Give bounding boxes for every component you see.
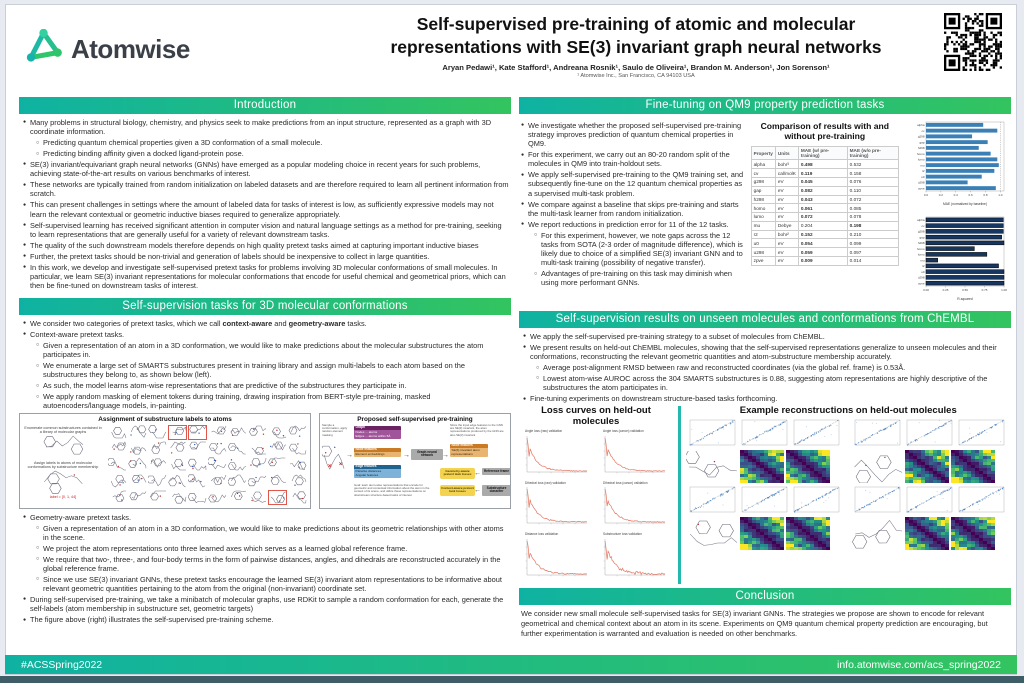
grid-molecule — [128, 457, 147, 472]
molecule-sketch — [148, 490, 167, 504]
svg-text:u0: u0 — [921, 269, 925, 274]
bullet-item: ○ Given a representation of an atom in a 3D conformation, we would like to make predictions about the molecular substructures the atom participates in. — [36, 341, 484, 360]
molecule-sketch — [168, 441, 187, 455]
molecule-sketch — [268, 490, 287, 504]
svg-text:R-squared: R-squared — [957, 297, 973, 301]
distance-matrix-heatmap — [905, 450, 949, 483]
svg-text:MAE (normalized by baseline): MAE (normalized by baseline) — [943, 202, 987, 206]
table-row: cv cal/molK 0.119 0.158 — [751, 169, 898, 178]
molecule-sketch — [148, 425, 167, 439]
svg-text:zpve: zpve — [918, 186, 925, 191]
svg-text:0.00: 0.00 — [923, 288, 929, 292]
caption-masking: Sample a conformation, apply random element masking — [322, 422, 348, 437]
molecule-sketch — [268, 441, 287, 455]
reconstructions-title: Example reconstructions on held-out molecules — [739, 405, 957, 417]
molecule-sketch — [288, 425, 307, 439]
bullet-item: ● Geometry-aware pretext tasks. — [23, 512, 132, 522]
molecule-sketch — [686, 451, 738, 483]
molecule-sketch — [268, 425, 287, 439]
bar-chart — [905, 214, 1011, 302]
distance-matrix-heatmap — [740, 450, 784, 483]
distance-matrix-heatmap — [951, 517, 995, 550]
grid-molecule — [148, 441, 167, 456]
grid-molecule — [188, 425, 207, 440]
bullet-item: ○ Since we use SE(3) invariant GNNs, these pretext tasks encourage the learned SE(3) invariant atom representations to be informative about relevant geometric quantities pertaining to the atom from the original (non-invariant) coordinate set. — [36, 574, 502, 594]
svg-text:u298: u298 — [917, 180, 925, 185]
molecule-sketch — [188, 457, 207, 471]
section-header-qm9: Fine-tuning on QM9 property prediction tasks — [519, 97, 1011, 114]
molecule-sketch — [22, 470, 104, 495]
svg-text:0.25: 0.25 — [942, 288, 949, 292]
svg-text:0.4: 0.4 — [953, 193, 958, 197]
right-column — [519, 97, 1011, 642]
molecule-sketch — [288, 441, 307, 455]
bullet-item: ● In this work, we develop and investigate self-supervised pretext tasks for problems involving 3D molecular conformations of small molecules. In particular, we learn SE(3) invariant representations for molecular conformations that encode for useful chemical and geometrical priors, which can then be fine-tuned on downstream tasks of interest. — [23, 262, 506, 290]
molecule-sketch — [228, 474, 247, 488]
graph-box: Graph Nodes ... atoms Edges ... atoms within 5Å — [354, 426, 401, 439]
table-row: alpha bohr³ 0.498 0.532 — [751, 160, 898, 169]
bullet-item: ● The quality of the such downstream models therefore depends on high quality pretext tasks aimed at capturing important inductive biases — [23, 240, 479, 250]
scatter-plot — [955, 486, 1005, 516]
qr-code — [944, 13, 1002, 76]
distance-matrix-heatmap — [951, 450, 995, 483]
grid-molecule — [288, 474, 307, 489]
svg-text:lumo: lumo — [917, 157, 925, 162]
molecule-sketch — [248, 490, 267, 504]
bullet-item: ○ Lowest atom-wise AUROC across the 304 SMARTS substructures is 0.88, suggesting atom representations are highly descriptive of the substructures the atom participates in. — [536, 374, 988, 393]
svg-text:✕: ✕ — [327, 463, 333, 470]
svg-text:g298: g298 — [917, 134, 925, 139]
molecule-sketch — [168, 457, 187, 471]
grid-molecule — [128, 425, 147, 440]
bullet-item: ● We apply the self-supervised pre-training strategy to a subset of molecules from ChEMBL. — [523, 332, 825, 341]
grid-molecule — [148, 474, 167, 489]
bullet-item: ● We present results on held-out ChEMBL molecules, showing that the self-supervised representations generalize to unseen molecules and their conformations, reconstructing the relevant geometric quantities and atom-substructure membership accurately. — [523, 342, 997, 362]
grid-molecule — [168, 474, 187, 489]
footer-url: info.atomwise.com/acs_spring2022 — [836, 658, 1001, 671]
molecule-sketch — [108, 441, 127, 455]
section-header-tasks: Self-supervision tasks for 3D molecular conformations — [19, 298, 511, 315]
grid-molecule — [128, 490, 147, 505]
table-row: lumo eV 0.072 0.078 — [751, 213, 898, 222]
grid-molecule — [208, 490, 227, 505]
molecule-sketch — [851, 518, 903, 550]
molecule-sketch — [228, 490, 247, 504]
table-header: Property — [751, 146, 775, 160]
grid-molecule — [168, 457, 187, 472]
bullet-item: ○ Advantages of pre-training on this task may diminish when using more performant GNNs. — [534, 269, 733, 288]
svg-text:g298: g298 — [917, 229, 925, 234]
grid-molecule — [168, 425, 187, 440]
bar-chart — [905, 119, 1011, 207]
svg-text:mu: mu — [920, 163, 925, 168]
substructure-figure — [19, 413, 311, 509]
svg-text:0.0: 0.0 — [923, 193, 929, 197]
panel-divider — [678, 406, 681, 584]
section-header-introduction: Introduction — [19, 97, 511, 114]
caption-invariance: Since the input edge features to the GNN are SE(3) invariant, the atom representations produced by the GNN are also SE(3) invariant — [450, 422, 504, 437]
authors: Aryan Pedawi¹, Kate Stafford¹, Andreana Rosnik¹, Saulo de Oliveira¹, Brandon M. Anderson¹, Jon Sorenson¹ — [442, 62, 830, 72]
reconstruction-example — [686, 419, 846, 483]
poster-header — [306, 13, 966, 79]
introduction-bullets — [21, 118, 509, 290]
tasks-bullets-top — [21, 319, 509, 411]
grid-molecule — [268, 490, 287, 505]
grid-molecule — [248, 441, 267, 456]
molecule-sketch — [248, 425, 267, 439]
tasks-figures — [19, 413, 511, 509]
svg-text:homo: homo — [916, 151, 925, 156]
bullet-item: ● Many problems in structural biology, chemistry, and physics seek to make predictions from an input structure, represented as a graph with 3D coordinate information. — [23, 118, 492, 137]
grid-molecule — [228, 425, 247, 440]
node-features-box: Node features Element embeddings — [354, 448, 401, 458]
molecule-sketch — [228, 425, 247, 439]
distance-matrix-heatmap — [786, 450, 830, 483]
grid-molecule — [288, 441, 307, 456]
bullet-item: ○ Predicting binding affinity given a docked ligand-protein pose. — [36, 149, 244, 159]
grid-molecule — [168, 490, 187, 505]
grid-molecule — [208, 474, 227, 489]
svg-text:homo: homo — [916, 246, 925, 251]
molecule-sketch — [128, 441, 147, 455]
svg-text:0.6: 0.6 — [968, 193, 973, 197]
molecule-sketch — [288, 474, 307, 488]
molecule-sketch — [208, 490, 227, 504]
grid-molecule — [228, 490, 247, 505]
distance-matrix-heatmap — [786, 517, 830, 550]
poster-title: Self-supervised pre-training of atomic and molecular representations with SE(3) invariant graph neural networks — [390, 14, 882, 57]
grid-molecule — [268, 474, 287, 489]
grid-molecule — [268, 457, 287, 472]
molecule-sketch — [248, 457, 267, 471]
reconstruction-example — [686, 486, 846, 550]
table-row: mu Debye 0.204 0.198 — [751, 221, 898, 230]
svg-text:0.75: 0.75 — [981, 288, 988, 292]
molecule-sketch — [108, 490, 127, 504]
bullet-item: ○ For this experiment, however, we note gaps across the 12 tasks from SOTA (2-3 order of magnitude difference), which is likely due to choice of a simplified SE(3) invariant GNN and to multi-task training (possibility of negative transfer). — [534, 230, 743, 268]
atom-label: label = [0, 1, 44] — [49, 494, 77, 499]
bullet-item: ● During self-supervised pre-training, we take a minibatch of molecular graphs, use RDKit to sample a random conformation for each, generate the self-labels (atom membership in substructure set, geometric targets) — [23, 594, 504, 614]
bullet-item: ● We investigate whether the proposed self-supervised pre-training strategy improves prediction of quantum chemical properties in QM9. — [521, 120, 742, 149]
svg-text:h298: h298 — [917, 241, 925, 246]
arrow-icon — [442, 452, 449, 459]
atomwise-logo-icon — [26, 29, 62, 70]
molecule-sketch — [108, 474, 127, 488]
table-row: h298 eV 0.043 0.072 — [751, 195, 898, 204]
bullet-item: ● Self-supervised learning has received significant attention in computer vision and natural language settings as a method for pre-training, seeking to learn representations that are generally useful for a variety of relevant downstream tasks. — [23, 220, 502, 239]
scatter-plot — [955, 419, 1005, 449]
tasks-bullets-bottom — [21, 513, 509, 625]
bullet-item: ○ Given a representation of an atom in a 3D conformation, we would like to make predictions about its geometric relationships with other atoms in the scene. — [36, 523, 504, 542]
svg-text:mu: mu — [920, 258, 925, 263]
molecule-sketch — [188, 441, 207, 455]
svg-text:0.50: 0.50 — [962, 288, 968, 292]
grid-molecule — [248, 474, 267, 489]
molecule-sketch — [128, 425, 147, 439]
qm9-r2-bar-chart — [905, 214, 1011, 307]
bullet-item: ● For this experiment, we carry out an 80-20 random split of the molecules in QM9 into train-holdout sets. — [521, 150, 730, 169]
grid-molecule — [208, 457, 227, 472]
grid-molecule — [248, 490, 267, 505]
table-row: gap eV 0.082 0.110 — [751, 186, 898, 195]
grid-molecule — [188, 474, 207, 489]
reference-frame-box: Reference frame — [482, 468, 511, 476]
molecule-sketch — [228, 441, 247, 455]
masked-molecule-sketch — [322, 440, 346, 471]
grid-molecule — [148, 490, 167, 505]
scatter-plot — [790, 486, 840, 516]
grid-molecule — [148, 425, 167, 440]
grid-molecule — [268, 425, 287, 440]
molecule-sketch — [208, 441, 227, 455]
qm9-bullets — [519, 119, 745, 307]
bullet-item: ● We report reductions in prediction error for 11 of the 12 tasks. — [521, 219, 729, 229]
svg-text:alpha: alpha — [917, 218, 925, 223]
table-row: u298 eV 0.059 0.097 — [751, 248, 898, 257]
molecule-sketch — [108, 425, 127, 439]
svg-text:r2: r2 — [921, 169, 925, 174]
grid-molecule — [128, 441, 147, 456]
section-header-chembl: Self-supervision results on unseen molecules and conformations from ChEMBL — [519, 311, 1011, 328]
scatter-plot — [851, 486, 901, 516]
table-row: homo eV 0.061 0.085 — [751, 204, 898, 213]
qm9-results-table — [751, 146, 899, 266]
loss-curve-plot: Dihedral loss (canon) validation — [597, 482, 673, 533]
conclusion-text: We consider new small molecule self-supervised tasks for SE(3) invariant GNNs. The strategies we propose are shown to encode for relevant geometrical and chemical context about an atom in its scene. Experiments on QM9 quantum chemical property prediction are encouraging, but further experimentation is warranted and evaluation is needed on other benchmarks. — [521, 609, 988, 638]
loss-curve-plot: Angle loss (canon) validation — [597, 430, 673, 481]
edge-features-box: Edge features Pairwise distances Angular features — [354, 465, 401, 478]
bullet-item: ● This can present challenges in settings where the amount of labeled data for tasks of interest is low, as sufficiently expressive models may not learn the relevant contextual or geometric inductive biases required to generalize appropriately. — [23, 200, 494, 219]
molecule-sketch — [128, 474, 147, 488]
atomwise-logo-text: Atomwise — [71, 34, 190, 64]
molecule-sketch — [208, 457, 227, 471]
bullet-item: ● Context-aware pretext tasks. — [23, 330, 125, 340]
bullet-item: ● Further, the pretext tasks should be non-trivial and generation of labels should be inexpensive to collect in large quantities. — [23, 251, 430, 261]
poster — [5, 4, 1017, 675]
bullet-item: ○ We enumerate a large set of SMARTS substructures present in training library and assign multi-labels to each atom based on the substructures they belong to, as shown below (left). — [36, 361, 466, 380]
molecule-sketch — [322, 440, 346, 470]
chembl-figures — [519, 406, 1011, 584]
bullet-item: ○ We project the atom representations onto three learned axes which serves as a learned global reference frame. — [36, 543, 408, 553]
loss-curves-panel — [519, 406, 673, 584]
svg-text:u0: u0 — [921, 174, 925, 179]
reconstruction-example — [851, 419, 1011, 483]
reconstructions-panel — [686, 406, 1012, 584]
grid-molecule — [268, 441, 287, 456]
table-header: Units — [775, 146, 798, 160]
bullet-item: ● Fine-tuning experiments on downstream structure-based tasks forthcoming. — [523, 394, 778, 404]
table-row: zpve eV 0.009 0.014 — [751, 257, 898, 266]
molecule-sketch — [248, 474, 267, 488]
molecule-sketch — [148, 441, 167, 455]
molecule-sketch — [268, 457, 287, 471]
molecule-sketch — [268, 474, 287, 488]
grid-molecule — [128, 474, 147, 489]
bullet-item: ○ We apply random masking of element tokens during training, drawing inspiration from BERT-style pre-training, masked autoencoders/language models, in-painting. — [36, 392, 431, 411]
svg-text:lumo: lumo — [917, 252, 925, 257]
molecule-sketch — [248, 441, 267, 455]
grid-molecule — [208, 425, 227, 440]
grid-molecule — [288, 425, 307, 440]
svg-text:h298: h298 — [917, 146, 925, 151]
molecule-sketch — [108, 457, 127, 471]
molecule-sketch — [686, 518, 738, 550]
grid-molecule — [188, 441, 207, 456]
svg-text:alpha: alpha — [917, 123, 925, 128]
molecule-sketch — [128, 490, 147, 504]
molecule-sketch — [168, 474, 187, 488]
reconstruction-example — [851, 486, 1011, 550]
scatter-plot — [738, 419, 788, 449]
bullet-item: ● We consider two categories of pretext tasks, which we call context-aware and geometry-aware tasks. — [23, 319, 367, 329]
loss-curve-plot: Substructure loss validation — [597, 533, 673, 584]
molecule-sketch — [228, 457, 247, 471]
table-header: MAE (w/o pre-training) — [847, 146, 898, 160]
bullet-item: ○ Predicting quantum chemical properties given a 3D conformation of a small molecule. — [36, 138, 323, 148]
arrow-icon — [346, 452, 353, 459]
scatter-plot — [738, 486, 788, 516]
molecule-sketch — [168, 425, 187, 439]
molecule-sketch — [188, 425, 207, 439]
molecule-sketch — [208, 474, 227, 488]
grid-molecule — [108, 490, 127, 505]
substructure-grid — [106, 424, 310, 508]
bottom-strip — [0, 676, 1024, 683]
scatter-plot — [903, 419, 953, 449]
molecule-sketch — [148, 474, 167, 488]
footer-bar — [5, 655, 1017, 674]
molecule-sketch — [42, 470, 84, 494]
bullet-item: ○ We require that two-, three-, and four-body terms in the form of pairwise distances, angles, and dihedrals are reconstructed accurately in the global reference frame. — [36, 554, 501, 573]
svg-text:0.2: 0.2 — [938, 193, 943, 197]
scatter-plot — [686, 486, 736, 516]
pretraining-figure — [319, 413, 511, 509]
grid-molecule — [108, 457, 127, 472]
table-row: r2 bohr² 0.152 0.210 — [751, 230, 898, 239]
molecule-sketch — [288, 490, 307, 504]
grid-molecule — [228, 441, 247, 456]
loss-curve-plot: Dihedral loss (raw) validation — [519, 482, 595, 533]
molecule-sketch — [188, 474, 207, 488]
svg-text:1.00: 1.00 — [1001, 288, 1007, 292]
atomwise-logo — [26, 29, 190, 70]
bullet-item: ● SE(3) invariant/equivariant graph neural networks (GNNs) have emerged as a popular modeling choice in recent years for such problems, achieving state-of-the-art results on various benchmarks of interest. — [23, 160, 481, 179]
distance-matrix-heatmap — [740, 517, 784, 550]
grid-molecule — [288, 490, 307, 505]
grid-molecule — [208, 441, 227, 456]
molecule-sketch — [42, 435, 84, 459]
distance-matrix-heatmap — [905, 517, 949, 550]
molecule-sketch — [851, 451, 903, 483]
svg-text:zpve: zpve — [918, 281, 925, 286]
bullet-item: ● We apply self-supervised pre-training to the QM9 training set, and subsequently fine-tune on the 12 quantum chemical properties as a supervised multi-task problem. — [521, 170, 744, 198]
loss-curves-title: Loss curves on held-out molecules — [541, 405, 651, 428]
grid-molecule — [168, 441, 187, 456]
grid-molecule — [288, 457, 307, 472]
bullet-item: ● These networks are typically trained from random initialization on labeled datasets and are therefore required to learn all pertinent information from scratch. — [23, 180, 509, 199]
svg-text:cv: cv — [921, 223, 925, 228]
molecule-sketch — [22, 435, 104, 460]
svg-text:r2: r2 — [921, 264, 925, 269]
arrow-icon — [474, 470, 481, 477]
molecule-sketch — [208, 425, 227, 439]
grid-molecule — [108, 441, 127, 456]
context-loss-box: Context-aware pretext task losses — [440, 485, 475, 496]
qm9-comparison-title: Comparison of results with and without pre-training — [760, 121, 890, 142]
grid-molecule — [108, 425, 127, 440]
svg-text:gap: gap — [919, 140, 925, 145]
scatter-plot — [790, 419, 840, 449]
loss-curve-plot: Angle loss (raw) validation — [519, 430, 595, 481]
grid-molecule — [108, 474, 127, 489]
grid-molecule — [188, 457, 207, 472]
footer-hashtag: #ACSSpring2022 — [21, 658, 103, 671]
molecule-sketch — [148, 457, 167, 471]
bullet-item: ● We compare against a baseline that skips pre-training and starts the multi-task learner from random initialization. — [521, 199, 739, 218]
qm9-mae-bar-chart — [905, 119, 1011, 212]
bullet-item: ○ Average post-alignment RMSD between raw and reconstructed coordinates (via the global ref. frame) is 0.53Å. — [536, 363, 906, 373]
substructure-figure-title: Assignment of substructure labels to atoms — [98, 415, 232, 423]
svg-text:u298: u298 — [917, 275, 925, 280]
bullet-item: ● The figure above (right) illustrates the self-supervised pre-training scheme. — [23, 615, 274, 625]
scatter-plot — [903, 486, 953, 516]
svg-text:gap: gap — [919, 235, 925, 240]
table-row: u0 eV 0.054 0.099 — [751, 239, 898, 248]
qm9-comparison — [751, 119, 899, 307]
caption-goal: Goal: learn atom-wise representations that encode for geometric and contextual information about the atom in the context of its scene, and utilize these representations on downstream structure-based tasks of interest — [354, 482, 430, 497]
arrow-icon — [403, 452, 410, 459]
pretraining-figure-title: Proposed self-supervised pre-training — [357, 415, 473, 423]
affiliation: ¹ Atomwise Inc., San Francisco, CA 94103 USA — [577, 72, 695, 79]
grid-molecule — [188, 490, 207, 505]
molecule-sketch — [288, 457, 307, 471]
molecule-sketch — [168, 490, 187, 504]
grid-molecule — [248, 457, 267, 472]
svg-text:1.0: 1.0 — [998, 193, 1003, 197]
table-row: g298 eV 0.045 0.076 — [751, 177, 898, 186]
left-column — [19, 97, 511, 632]
svg-text:0.8: 0.8 — [983, 193, 988, 197]
substructure-figure-notes: Enumerate common substructures contained in a library of molecular graphs Assign labels to atoms of molecular conformations by substructure membership label = [0, 1, 44] — [20, 424, 106, 508]
section-header-conclusion: Conclusion — [519, 588, 1011, 605]
arrow-icon — [474, 487, 481, 494]
molecule-sketch — [128, 457, 147, 471]
svg-text:cv: cv — [921, 128, 925, 133]
bullet-item: ○ As such, the model learns atom-wise representations that are predictive of the substructures they participate in. — [36, 381, 407, 391]
substructure-classifier-box: Substructure classifier — [482, 485, 511, 497]
output-features-box: Node features SE(3) invariant atom representations — [450, 444, 488, 457]
geometry-loss-box: Geometry-aware pretext task losses — [440, 468, 475, 479]
grid-molecule — [148, 457, 167, 472]
chembl-bullets — [521, 332, 1009, 403]
grid-molecule — [248, 425, 267, 440]
svg-text:✕: ✕ — [338, 461, 343, 468]
scatter-plot — [686, 419, 736, 449]
table-header: MAE (w/ pre-training) — [798, 146, 847, 160]
scatter-plot — [851, 419, 901, 449]
grid-molecule — [228, 474, 247, 489]
loss-curve-plot: Distance loss validation — [519, 533, 595, 584]
grid-molecule — [228, 457, 247, 472]
molecule-sketch — [188, 490, 207, 504]
gnn-box: Graph neural network — [411, 449, 443, 461]
